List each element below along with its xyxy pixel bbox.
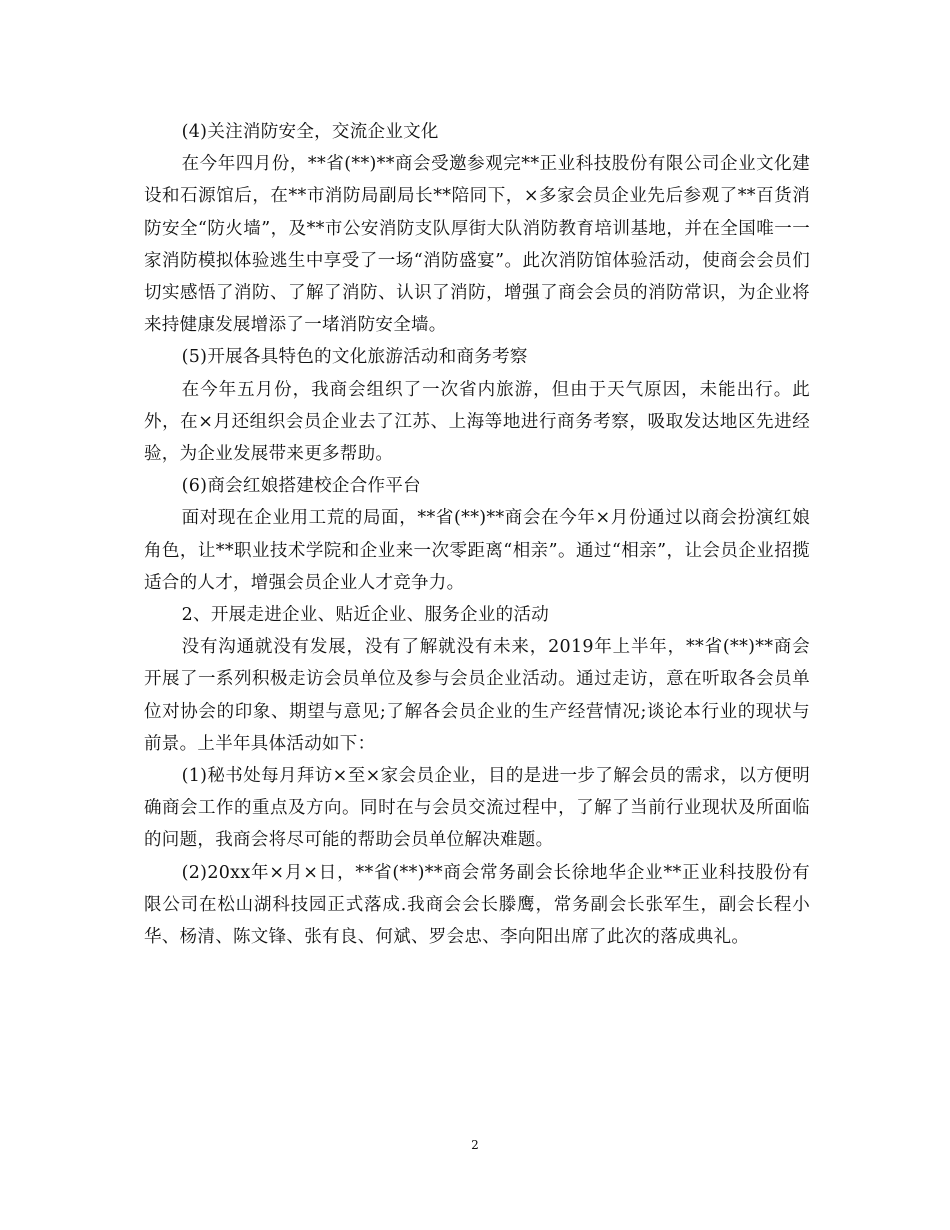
page-number: 2 [471,1138,479,1152]
paragraph-school-enterprise: 面对现在企业用工荒的局面，**省(**)**商会在今年×月份通过以商会扮演红娘角色，让**职业技术学院和企业来一次零距离“相亲”。通过“相亲”，让会员企业招揽适合的人才，增强会员企业人才竞争力。 [144,508,810,593]
heading-school-enterprise: (6)商会红娘搭建校企合作平台 [181,476,421,497]
paragraph-enterprise-visits: 没有沟通就没有发展，没有了解就没有未来，2019年上半年，**省(**)**商会开展了一系列积极走访会员单位及参与会员企业活动。通过走访，意在听取各会员单位对协会的印象、期望与意见;了解各会员企业的生产经营情况;谈论本行业的现状与前景。上半年具体活动如下： [144,637,810,754]
heading-fire-safety: (4)关注消防安全，交流企业文化 [181,122,439,142]
document-body [144,116,810,953]
paragraph-fire-safety-visit: 在今年四月份，**省(**)**商会受邀参观完**正业科技股份有限公司企业文化建设和石源馆后，在**市消防局副局长**陪同下，×多家会员企业先后参观了**百货消防安全“防火墙”，及**市公安消防支队厚街大队消防教育培训基地，并在全国唯一一家消防模拟体验逃生中享受了一场“消防盛宴”。此次消防馆体验活动，使商会会员们切实感悟了消防、了解了消防、认识了消防，增强了商会会员的消防常识，为企业将来持健康发展增添了一堵消防安全墙。 [144,154,810,336]
heading-culture-tourism: (5)开展各具特色的文化旅游活动和商务考察 [181,347,528,368]
paragraph-tourism-inspection: 在今年五月份，我商会组织了一次省内旅游，但由于天气原因，未能出行。此外，在×月还组织会员企业去了江苏、上海等地进行商务考察，吸取发达地区先进经验，为企业发展带来更多帮助。 [144,379,810,465]
paragraph-opening-ceremony: (2)20xx年×月×日，**省(**)**商会常务副会长徐地华企业**正业科技股份有限公司在松山湖科技园正式落成.我商会会长滕鹰，常务副会长张军生，副会长程小华、杨清、陈文锋、张有良、何斌、罗会忠、李向阳出席了此次的落成典礼。 [144,862,810,948]
paragraph-secretariat-visits: (1)秘书处每月拜访×至×家会员企业，目的是进一步了解会员的需求，以方便明确商会工作的重点及方向。同时在与会员交流过程中，了解了当前行业现状及所面临的问题，我商会将尽可能的帮助会员单位解决难题。 [144,766,810,851]
heading-enterprise-visits: 2、开展走进企业、贴近企业、服务企业的活动 [181,605,550,626]
